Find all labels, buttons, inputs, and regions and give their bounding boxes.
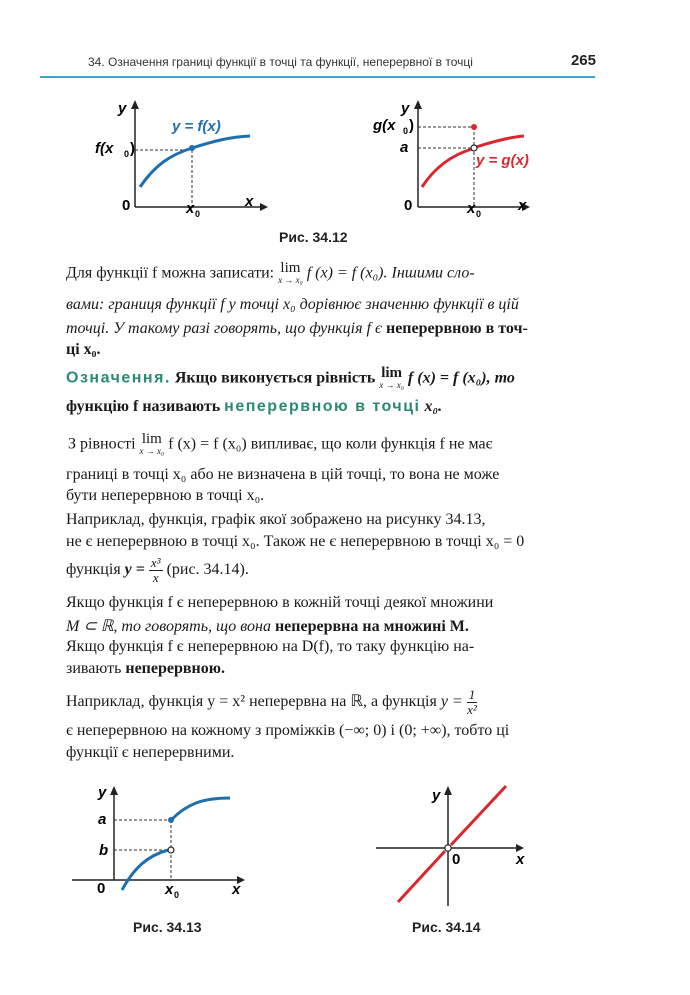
gx0-label: g(x — [373, 117, 396, 134]
figure-34-14 — [372, 778, 542, 913]
def-c: функцію f називають — [66, 398, 221, 415]
x0-sub: 0 — [174, 890, 180, 900]
p3-line3 — [66, 556, 594, 585]
fx0-close: ) — [130, 140, 135, 157]
page-number: 265 — [570, 52, 596, 69]
x0-sub: 0 — [195, 209, 201, 219]
p3-c-post: (рис. 34.14). — [166, 561, 249, 579]
lim-3-word: lim — [141, 431, 162, 447]
line-left — [398, 851, 445, 902]
p2-line2: границі в точці x₀ або не визначена в цій точці, то вона не може — [66, 466, 500, 483]
lim-2-sub: x → x₀ — [379, 380, 404, 390]
y-axis-arrow — [414, 100, 422, 109]
x0-sub: 0 — [476, 209, 482, 219]
origin-label: 0 — [122, 197, 131, 214]
y-axis-arrow — [110, 786, 118, 795]
figure-34-12-left — [90, 95, 270, 225]
frac-den: x² — [467, 702, 477, 717]
lim-3 — [140, 433, 165, 457]
origin-label: 0 — [97, 880, 106, 897]
def-b: f (x) = f (x₀), то — [407, 369, 515, 387]
p1-b: f (x) = f (x₀). Іншими сло- — [306, 264, 475, 282]
p3-c-y: y = — [124, 561, 145, 579]
p4-b-bold: неперервна на множині M. — [274, 618, 469, 635]
y-label: y — [432, 787, 441, 804]
definition-line2 — [66, 398, 594, 416]
hole-g-x0 — [471, 145, 477, 151]
figure-34-12-right — [370, 95, 550, 225]
x-axis-arrow — [260, 203, 268, 211]
p5-line1: Якщо функція f є неперервною на D(f), то таку функцію на- — [66, 638, 475, 655]
p1-line4: ці x₀. — [66, 341, 101, 358]
curve-left-branch — [122, 850, 168, 890]
p4-b: M ⊂ ℝ, то говорять, що вона — [66, 618, 271, 635]
x-label: x — [516, 851, 525, 868]
header-rule — [40, 76, 595, 78]
definition-line1 — [66, 367, 594, 391]
fraction-x3-over-x — [149, 556, 163, 585]
gx0-close: ) — [409, 117, 414, 134]
lim-1-sub: x → x₀ — [278, 275, 303, 285]
p2-line3: бути неперервною в точці x₀. — [66, 487, 265, 504]
p3-line1: Наприклад, функція, графік якої зображено на рисунку 34.13, — [66, 511, 486, 528]
definition-label: Означення. — [66, 369, 171, 387]
p4-line2 — [66, 616, 594, 636]
x-label: x — [518, 197, 527, 214]
y-label: y — [118, 100, 127, 117]
def-a: Якщо виконується рівність — [174, 369, 376, 387]
x0-label: x — [186, 200, 195, 217]
p6-a: Наприклад, функція y = x² неперервна на ℝ, а функція — [66, 693, 437, 711]
caption-34-14: Рис. 34.14 — [412, 919, 481, 935]
curve-f-label: y = f(x) — [172, 118, 221, 135]
p5-line2 — [66, 660, 594, 678]
lim-2-word: lim — [381, 365, 403, 381]
p6-line3: функції є неперервними. — [66, 744, 235, 761]
hole-b — [168, 847, 174, 853]
lim-3-sub: x → x₀ — [139, 446, 165, 456]
p2-a: З рівності — [68, 435, 136, 453]
p6-y: y = — [440, 693, 463, 711]
x0-label: x — [165, 881, 174, 898]
origin-label: 0 — [452, 851, 461, 868]
point-g-x0 — [471, 124, 477, 130]
caption-34-13: Рис. 34.13 — [133, 919, 202, 935]
curve-g-label: y = g(x) — [476, 152, 529, 169]
point-a — [168, 817, 174, 823]
p1-line1 — [66, 262, 594, 286]
p1-d: точці. У такому разі говорять, що функція f є — [66, 320, 382, 337]
p5-b: зивають — [66, 660, 122, 677]
x-label: x — [245, 193, 254, 210]
p1-a: Для функції f можна записати: — [66, 264, 275, 282]
running-title: 34. Означення границі функції в точці та функції, неперервної в точці — [88, 55, 473, 69]
point-f-x0 — [189, 145, 195, 151]
frac-den: x — [152, 570, 159, 585]
y-axis-arrow — [131, 100, 139, 109]
caption-34-12: Рис. 34.12 — [279, 229, 348, 245]
page-header — [0, 52, 690, 76]
hole-origin — [445, 845, 451, 851]
x-label: x — [232, 881, 241, 898]
figure-34-13 — [72, 778, 262, 908]
a-label: a — [400, 139, 409, 156]
gx0-sub: 0 — [403, 126, 409, 136]
frac-num: x³ — [150, 555, 161, 570]
fraction-1-over-x2 — [467, 688, 478, 717]
p3-c-pre: функція — [66, 561, 121, 579]
x0-label: x — [467, 200, 476, 217]
def-green: неперервною в точці — [224, 398, 421, 415]
p1-d-bold: неперервною в точ- — [385, 320, 528, 337]
curve-right-branch — [171, 798, 230, 820]
y-axis-arrow — [444, 786, 452, 795]
p2-line1 — [66, 433, 596, 457]
y-label: y — [401, 100, 410, 117]
origin-label: 0 — [404, 197, 413, 214]
frac-num: 1 — [468, 687, 476, 702]
b-label: b — [99, 842, 109, 859]
y-label: y — [98, 784, 107, 801]
p1-line2: вами: границя функції f у точці x₀ дорівнює значенню функції в цій — [66, 296, 519, 313]
lim-1 — [278, 262, 303, 286]
def-d: x₀. — [424, 398, 443, 415]
p4-line1: Якщо функція f є неперервною в кожній точці деякої множини — [66, 594, 494, 611]
p5-b-bold: неперервною. — [125, 660, 225, 677]
p6-line1 — [66, 688, 594, 717]
fx0-label: f(x — [95, 140, 114, 157]
fx0-sub: 0 — [124, 149, 130, 159]
p3-line2: не є неперервною в точці x₀. Також не є неперервною в точці x₀ = 0 — [66, 533, 525, 550]
p6-line2: є неперервною на кожному з проміжків (−∞; 0) і (0; +∞), тобто ці — [66, 722, 510, 739]
lim-1-word: lim — [280, 260, 301, 276]
curve-f — [140, 136, 250, 187]
line-right — [451, 786, 506, 845]
p2-b: f (x) = f (x₀) випливає, що коли функція f не має — [168, 435, 493, 453]
lim-2 — [379, 367, 404, 391]
a-label: a — [98, 811, 107, 828]
p1-line3 — [66, 320, 594, 338]
